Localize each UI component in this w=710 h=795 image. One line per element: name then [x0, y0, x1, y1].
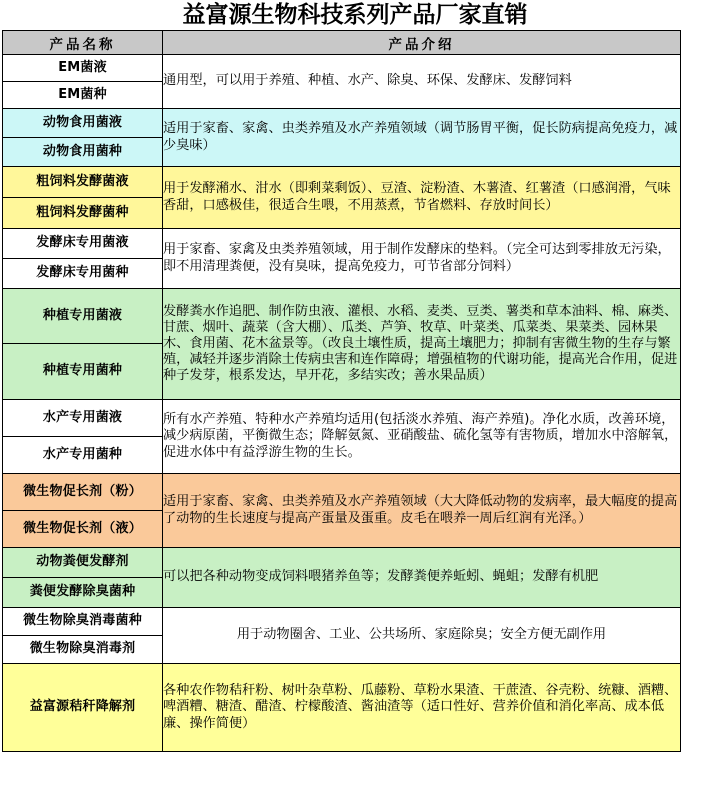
product-name-cell: 发酵床专用菌液 — [3, 229, 163, 259]
product-name-cell: 种植专用菌液 — [3, 289, 163, 344]
product-name-cell: 动物食用菌液 — [3, 109, 163, 138]
product-table — [2, 30, 681, 752]
product-description-cell: 适用于家畜、家禽、虫类养殖及水产养殖领域（大大降低动物的发病率，最大幅度的提高了动物的生长速度与提高产蛋量及蛋重。皮毛在喂养一周后红润有光泽。） — [163, 474, 681, 548]
product-name-cell: 种植专用菌种 — [3, 344, 163, 400]
product-description-cell: 可以把各种动物变成饲料喂猪养鱼等；发酵粪便养蚯蚓、蝇蛆；发酵有机肥 — [163, 548, 681, 608]
product-name-cell: 动物食用菌种 — [3, 138, 163, 167]
product-name-cell: 微生物促长剂（液） — [3, 511, 163, 548]
product-description-cell: 所有水产养殖、特种水产养殖均适用(包括淡水养殖、海产养殖)。净化水质，改善环境，减少病原菌，平衡微生态；降解氨氮、亚硝酸盐、硫化氢等有害物质，增加水中溶解氧，促进水体中有益浮游生物的生长。 — [163, 400, 681, 474]
product-name-cell: 微生物促长剂（粉） — [3, 474, 163, 511]
product-name-cell: 水产专用菌液 — [3, 400, 163, 437]
product-description-cell: 通用型，可以用于养殖、种植、水产、除臭、环保、发酵床、发酵饲料 — [163, 55, 681, 109]
table-row — [3, 167, 681, 198]
table-row — [3, 664, 681, 752]
product-name-cell: 微生物除臭消毒菌种 — [3, 608, 163, 636]
table-row — [3, 109, 681, 138]
product-name-cell: 微生物除臭消毒剂 — [3, 636, 163, 664]
product-name-cell: 益富源秸秆降解剂 — [3, 664, 163, 752]
product-description-cell: 发酵粪水作追肥、制作防虫液、灌根、水稻、麦类、豆类、薯类和草本油料、棉、麻类、甘蔗、烟叶、蔬菜（含大棚）、瓜类、芦笋、牧草、叶菜类、瓜菜类、果菜类、园林果木、食用菌、花木盆景等。（改良土壤性质，提高土壤肥力；抑制有害微生物的生存与繁殖，减轻并逐步消除土传病虫害和连作障碍；增强植物的代谢功能，提高光合作用，促进种子发芽，根系发达，早开花，多结实改；善水果品质） — [163, 289, 681, 400]
table-row — [3, 548, 681, 578]
table-row — [3, 400, 681, 437]
product-name-cell: 水产专用菌种 — [3, 437, 163, 474]
table-header-row — [3, 31, 681, 55]
column-header-product-name: 产品名称 — [3, 31, 163, 55]
product-name-cell: 发酵床专用菌种 — [3, 259, 163, 289]
product-name-cell: EM菌液 — [3, 55, 163, 82]
table-row — [3, 229, 681, 259]
product-name-cell: 粗饲料发酵菌种 — [3, 198, 163, 229]
product-description-cell: 用于发酵潲水、泔水（即剩菜剩饭）、豆渣、淀粉渣、木薯渣、红薯渣（口感润滑，气味香甜，口感极佳，很适合生喂，不用蒸煮，节省燃料、存放时间长） — [163, 167, 681, 229]
column-header-product-description: 产品介绍 — [163, 31, 681, 55]
product-description-cell: 各种农作物秸秆粉、树叶杂草粉、瓜藤粉、草粉水果渣、干蔗渣、谷壳粉、统糠、酒糟、啤酒糟、糖渣、醋渣、柠檬酸渣、酱油渣等（适口性好、营养价值和消化率高、成本低廉、操作简便） — [163, 664, 681, 752]
product-name-cell: 粗饲料发酵菌液 — [3, 167, 163, 198]
table-row — [3, 474, 681, 511]
page-title: 益富源生物科技系列产品厂家直销 — [182, 2, 528, 28]
product-description-cell: 适用于家畜、家禽、虫类养殖及水产养殖领域（调节肠胃平衡，促长防病提高免疫力，减少臭味） — [163, 109, 681, 167]
product-description-cell: 用于动物圈舍、工业、公共场所、家庭除臭；安全方便无副作用 — [163, 608, 681, 664]
product-description-cell: 用于家畜、家禽及虫类养殖领域，用于制作发酵床的垫料。（完全可达到零排放无污染，即不用清理粪便，没有臭味，提高免疫力，可节省部分饲料） — [163, 229, 681, 289]
table-row — [3, 55, 681, 82]
table-row — [3, 608, 681, 636]
product-name-cell: EM菌种 — [3, 82, 163, 109]
product-name-cell: 粪便发酵除臭菌种 — [3, 578, 163, 608]
product-name-cell: 动物粪便发酵剂 — [3, 548, 163, 578]
table-row — [3, 289, 681, 344]
